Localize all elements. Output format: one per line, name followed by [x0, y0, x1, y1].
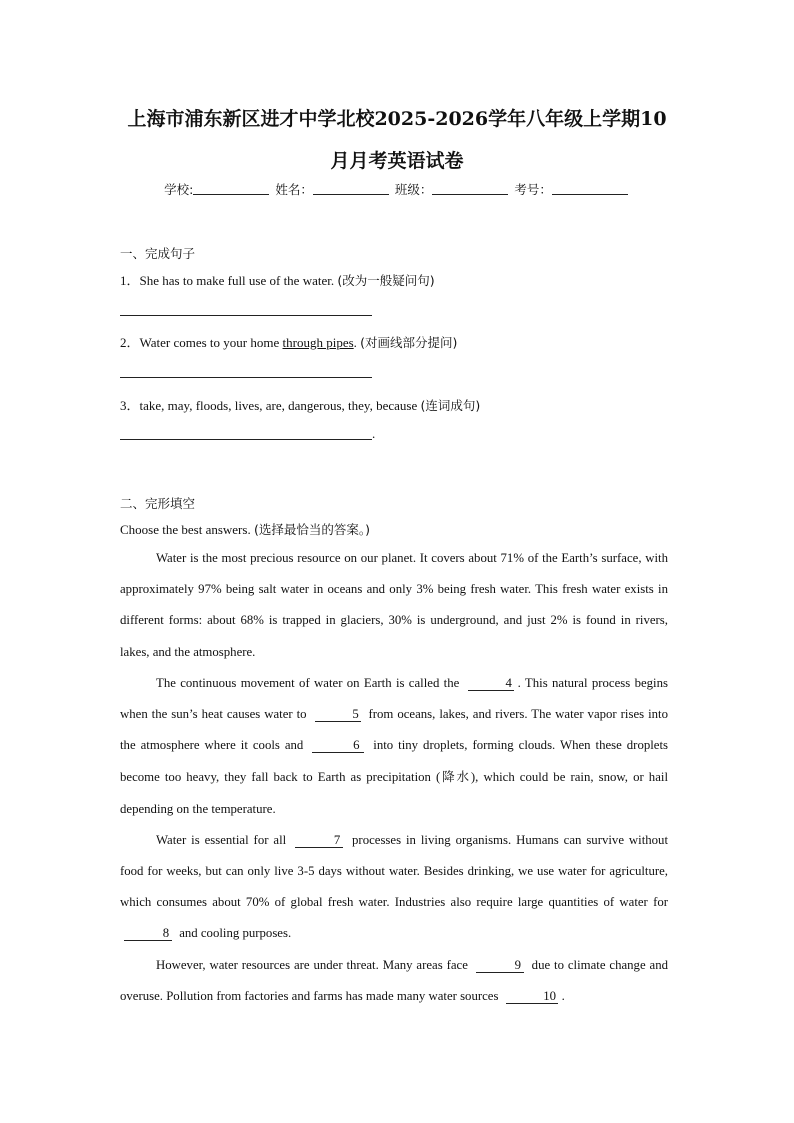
paragraph-4-text-b: due to climate change and overuse. Pollution from factories and farms has made many water sources [120, 957, 668, 1003]
question-2-number: 2． [120, 335, 140, 350]
number-field[interactable] [552, 182, 628, 195]
question-1-text: She has to make full use of the water. [139, 273, 338, 288]
blank-8[interactable]: 8 [124, 926, 172, 941]
passage-paragraph-1: Water is the most precious resource on our planet. It covers about 71% of the Earth’s surface, with approximately 97% being salt water in oceans and only 3% being fresh water. This fresh water exists in different forms: about 68% is trapped in glaciers, 30% is underground, and just 2% is found in rivers, lakes, and the atmosphere. [120, 551, 668, 659]
name-field[interactable] [313, 182, 389, 195]
paragraph-3-text-a: Water is essential for all [156, 832, 287, 847]
class-field[interactable] [432, 182, 508, 195]
blank-9[interactable]: 9 [476, 958, 524, 973]
number-label: 考号： [514, 182, 552, 197]
paragraph-2-text-c: from oceans, lakes, and rivers. The water vapor rises into the atmosphere where it cools and [120, 707, 668, 753]
question-3-text: take, may, floods, lives, are, dangerous, they, because [139, 398, 421, 413]
section-2-heading: 二、完形填空 [120, 496, 196, 511]
blank-6[interactable]: 6 [312, 738, 364, 753]
paragraph-4-text-c: . [561, 988, 565, 1003]
blank-4[interactable]: 4 [468, 676, 514, 691]
student-info-row [0, 180, 794, 198]
question-1-number: 1． [120, 273, 140, 288]
cloze-instruction-cn: (选择最恰当的答案。) [253, 522, 370, 537]
cloze-instruction [120, 520, 370, 538]
question-1-hint: (改为一般疑问句) [337, 273, 435, 288]
exam-title-line-1: 上海市浦东新区进才中学北校2025-2026学年八年级上学期10 [127, 108, 667, 130]
paragraph-3-text-b: processes in living organisms. Humans can survive without food for weeks, but can only live 3-5 days without water. Besides drinking, we use water for agriculture, which consumes about 70% of global fresh water. Industries also require large quantities of water for [120, 832, 669, 910]
question-2-text: Water comes to your home [139, 335, 283, 350]
passage-paragraph-4 [120, 950, 668, 1012]
blank-7[interactable]: 7 [295, 833, 343, 848]
name-label: 姓名： [275, 182, 313, 197]
question-2-underlined: through pipes [282, 335, 354, 350]
question-3-hint: (连词成句) [420, 398, 481, 413]
passage-paragraph-2 [120, 668, 668, 825]
answer-line-3-dot: . [372, 426, 376, 441]
paragraph-4-text-a: However, water resources are under threat. Many areas face [156, 957, 468, 972]
answer-line-3[interactable] [120, 439, 372, 440]
class-label: 班级： [394, 182, 433, 197]
blank-10[interactable]: 10 [506, 989, 558, 1004]
question-1 [120, 270, 435, 289]
paragraph-3-text-c: and cooling purposes. [179, 926, 292, 941]
school-label: 学校: [164, 182, 194, 197]
question-2-text-end: . [353, 335, 361, 350]
paragraph-2-text-d: into tiny droplets, forming clouds. When these droplets become too heavy, they fall back to Earth as precipitation ( [120, 738, 669, 785]
paragraph-2-cn-word: 降水 [440, 769, 471, 785]
paragraph-2-text-e: ), which could be rain, snow, or hail depending on the temperature. [120, 770, 668, 816]
paragraph-2-text-a: The continuous movement of water on Earth is called the [156, 675, 460, 690]
question-2-hint: (对画线部分提问) [360, 335, 458, 350]
paragraph-2-text-b: . This natural process begins when the sun’s heat causes water to [120, 675, 668, 722]
passage-paragraph-3 [120, 825, 668, 950]
cloze-passage [120, 543, 668, 1012]
answer-line-2[interactable] [120, 377, 372, 378]
exam-title-line-2: 月月考英语试卷 [330, 150, 464, 172]
blank-5[interactable]: 5 [315, 707, 361, 722]
question-3-number: 3． [120, 398, 140, 413]
cloze-instruction-en: Choose the best answers. [120, 522, 254, 537]
answer-line-1[interactable] [120, 315, 372, 316]
school-field[interactable] [193, 182, 269, 195]
question-2 [120, 332, 457, 351]
question-3 [120, 395, 480, 414]
section-1-heading: 一、完成句子 [120, 246, 196, 261]
